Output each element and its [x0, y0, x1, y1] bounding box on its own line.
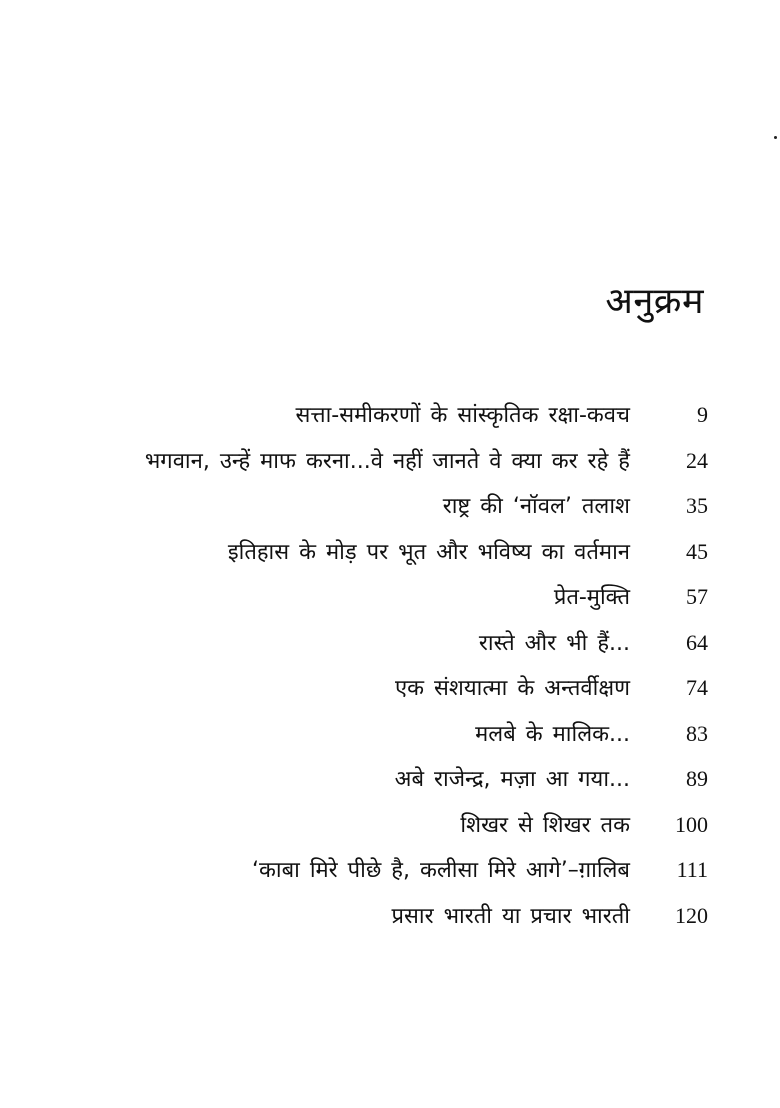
toc-entry[interactable] [40, 626, 708, 672]
toc-entry-title: मलबे के मालिक... [475, 721, 630, 747]
toc-entry-page-number: 100 [675, 811, 708, 837]
toc-entry-title: राष्ट्र की ‘नॉवल’ तलाश [442, 494, 630, 519]
page-title: अनुक्रम [605, 281, 704, 322]
toc-entry[interactable] [40, 853, 708, 899]
toc-entry-page-number: 9 [697, 402, 708, 427]
toc-entry-page-number: 35 [686, 493, 708, 518]
toc-entry-page-number: 111 [676, 857, 708, 882]
table-of-contents [40, 398, 708, 944]
toc-entry[interactable] [40, 808, 708, 854]
toc-entry-title: अबे राजेन्द्र, मज़ा आ गया... [394, 767, 630, 792]
toc-entry[interactable] [40, 580, 708, 626]
toc-entry-page-number: 64 [686, 629, 708, 655]
toc-entry[interactable] [40, 398, 708, 444]
toc-entry-title: एक संशयात्मा के अन्तर्वीक्षण [395, 676, 630, 701]
toc-entry[interactable] [40, 444, 708, 490]
toc-entry-page-number: 83 [686, 720, 708, 746]
toc-entry-page-number: 120 [675, 902, 708, 928]
toc-entry-page-number: 89 [686, 766, 708, 791]
toc-entry-page-number: 24 [686, 447, 708, 473]
toc-entry-title: प्रेत-मुक्ति [553, 585, 630, 610]
toc-entry[interactable] [40, 899, 708, 945]
toc-entry[interactable] [40, 671, 708, 717]
toc-entry[interactable] [40, 762, 708, 808]
toc-entry[interactable] [40, 489, 708, 535]
toc-entry-page-number: 74 [686, 675, 708, 700]
toc-entry[interactable] [40, 717, 708, 763]
toc-entry-title: ‘काबा मिरे पीछे है, कलीसा मिरे आगे’–ग़ालिब [251, 858, 630, 883]
toc-entry-title: इतिहास के मोड़ पर भूत और भविष्य का वर्तमान [227, 539, 630, 565]
toc-entry-title: सत्ता-समीकरणों के सांस्कृतिक रक्षा-कवच [295, 403, 630, 428]
toc-entry-title: रास्ते और भी हैं... [478, 630, 630, 656]
print-speck [774, 136, 777, 139]
toc-entry-page-number: 45 [686, 538, 708, 564]
toc-entry-title: शिखर से शिखर तक [460, 812, 630, 838]
toc-entry-title: भगवान, उन्हें माफ करना...वे नहीं जानते वे क्या कर रहे हैं [144, 448, 630, 474]
toc-entry[interactable] [40, 535, 708, 581]
toc-entry-title: प्रसार भारती या प्रचार भारती [391, 903, 630, 929]
toc-entry-page-number: 57 [686, 584, 708, 609]
